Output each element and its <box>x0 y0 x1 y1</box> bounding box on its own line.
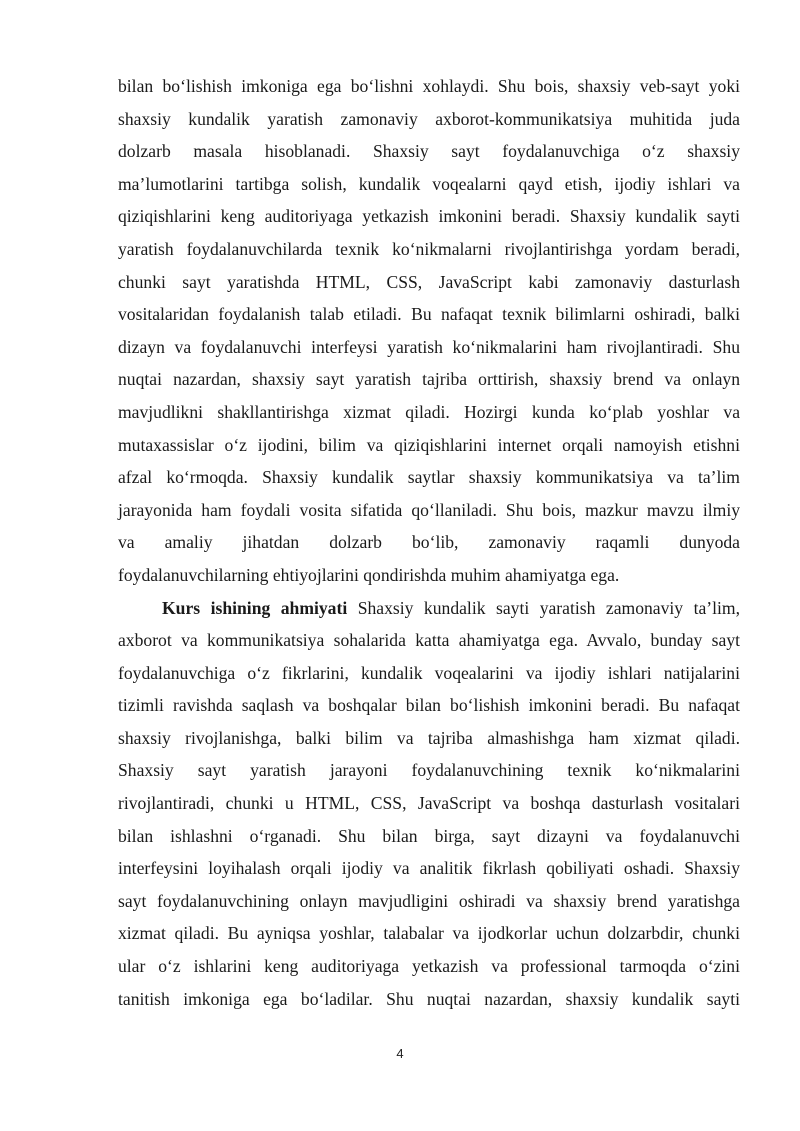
text-line: afzal ko‘rmoqda. Shaxsiy kundalik saytlar shaxsiy kommunikatsiya va ta’lim <box>118 467 740 488</box>
page-number: 4 <box>396 1046 404 1061</box>
text-line: yaratish foydalanuvchilarda texnik ko‘nikmalarni rivojlantirishga yordam beradi, <box>118 238 740 259</box>
text-line: rivojlantiradi, chunki u HTML, CSS, JavaScript va boshqa dasturlash vositalari <box>118 793 740 814</box>
text-line: ma’lumotlarini tartibga solish, kundalik voqealarni qayd etish, ijodiy ishlari va <box>118 173 740 194</box>
text-line: nuqtai nazardan, shaxsiy sayt yaratish tajriba orttirish, shaxsiy brend va onlayn <box>118 369 740 390</box>
text-line: foydalanuvchiga o‘z fikrlarini, kundalik voqealarini va ijodiy ishlari natijalarini <box>118 662 740 683</box>
text-line: mavjudlikni shakllantirishga xizmat qiladi. Hozirgi kunda ko‘plab yoshlar va <box>118 401 740 422</box>
text-line: ular o‘z ishlarini keng auditoriyaga yetkazish va professional tarmoqda o‘zini <box>118 956 740 977</box>
body-text <box>118 70 740 1015</box>
text-line: va amaliy jihatdan dolzarb bo‘lib, zamonaviy raqamli dunyoda <box>118 532 740 553</box>
text-line: foydalanuvchilarning ehtiyojlarini qondirishda muhim ahamiyatga ega. <box>118 564 620 585</box>
paragraph-2 <box>118 592 740 1016</box>
text-line: Shaxsiy sayt yaratish jarayoni foydalanuvchining texnik ko‘nikmalarini <box>118 760 740 781</box>
text-line: tizimli ravishda saqlash va boshqalar bilan bo‘lishish imkonini beradi. Bu nafaqat <box>118 695 740 716</box>
text-line <box>118 592 740 625</box>
text-line: qiziqishlarini keng auditoriyaga yetkazish imkonini beradi. Shaxsiy kundalik sayti <box>118 206 740 227</box>
text-line: jarayonida ham foydali vosita sifatida qo‘llaniladi. Shu bois, mazkur mavzu ilmiy <box>118 499 740 520</box>
text-line: dizayn va foydalanuvchi interfeysi yaratish ko‘nikmalarini ham rivojlantiradi. Shu <box>118 336 740 357</box>
paragraph-1 <box>118 70 740 592</box>
text-line: shaxsiy rivojlanishga, balki bilim va tajriba almashishga ham xizmat qiladi. <box>118 727 740 748</box>
text-line: tanitish imkoniga ega bo‘ladilar. Shu nuqtai nazardan, shaxsiy kundalik sayti <box>118 988 740 1009</box>
text-line: xizmat qiladi. Bu ayniqsa yoshlar, talabalar va ijodkorlar uchun dolzarbdir, chunki <box>118 923 740 944</box>
text-line: dolzarb masala hisoblanadi. Shaxsiy sayt foydalanuvchiga o‘z shaxsiy <box>118 141 740 162</box>
text-line: shaxsiy kundalik yaratish zamonaviy axborot-kommunikatsiya muhitida juda <box>118 108 740 129</box>
text-line: sayt foydalanuvchining onlayn mavjudligini oshiradi va shaxsiy brend yaratishga <box>118 890 740 911</box>
text-line: vositalaridan foydalanish talab etiladi. Bu nafaqat texnik bilimlarni oshiradi, balki <box>118 304 740 325</box>
section-heading: Kurs ishining ahmiyati <box>162 597 348 618</box>
text-line: bilan ishlashni o‘rganadi. Shu bilan birga, sayt dizayni va foydalanuvchi <box>118 825 740 846</box>
text-line: mutaxassislar o‘z ijodini, bilim va qiziqishlarini internet orqali namoyish etishni <box>118 434 740 455</box>
text-line: interfeysini loyihalash orqali ijodiy va analitik fikrlash qobiliyati oshadi. Shaxsiy <box>118 858 740 879</box>
text-line: bilan bo‘lishish imkoniga ega bo‘lishni xohlaydi. Shu bois, shaxsiy veb-sayt yoki <box>118 76 740 96</box>
text-line: axborot va kommunikatsiya sohalarida katta ahamiyatga ega. Avvalo, bunday sayt <box>118 630 740 651</box>
text-run: Shaxsiy kundalik sayti yaratish zamonaviy ta’lim, <box>347 597 740 618</box>
text-line: chunki sayt yaratishda HTML, CSS, JavaScript kabi zamonaviy dasturlash <box>118 271 740 292</box>
